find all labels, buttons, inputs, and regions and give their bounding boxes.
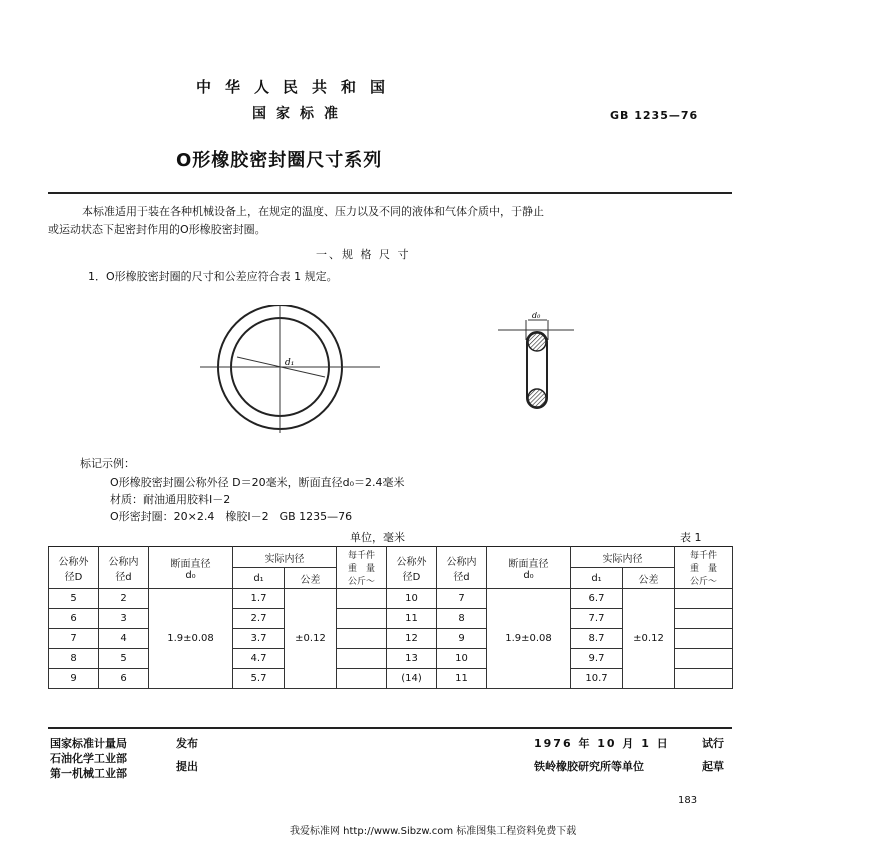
- header-country: 中华人民共和国: [196, 78, 400, 96]
- cell-d2: 11: [437, 669, 487, 689]
- footer-issue-verb: 发布: [176, 737, 198, 750]
- cell-D2: 10: [387, 589, 437, 609]
- cell-d2: 10: [437, 649, 487, 669]
- cell-weight-2: [675, 649, 733, 669]
- cell-D: 6: [49, 609, 99, 629]
- marking-label: 标记示例：: [80, 457, 135, 470]
- marking-line-1: O形橡胶密封圈公称外径 D＝20毫米，断面直径d₀＝2.4毫米: [110, 476, 405, 489]
- cell-d: 6: [99, 669, 149, 689]
- cell-section-left: 1.9±0.08: [149, 589, 233, 689]
- cell-weight: [337, 649, 387, 669]
- marking-line-3: O形密封圈：20×2.4 橡胶Ⅰ－2 GB 1235—76: [110, 510, 353, 523]
- cell-D: 8: [49, 649, 99, 669]
- cell-d1: 2.7: [233, 609, 285, 629]
- cell-d1: 5.7: [233, 669, 285, 689]
- th-outer-dia-right: 公称外 径D: [387, 547, 437, 589]
- cell-d1b: 8.7: [571, 629, 623, 649]
- cell-d: 4: [99, 629, 149, 649]
- th-tolerance-right: 公差: [623, 568, 675, 589]
- page-number: 183: [678, 795, 698, 806]
- th-inner-dia-right: 公称内 径d: [437, 547, 487, 589]
- cell-weight: [337, 589, 387, 609]
- cell-d1b: 10.7: [571, 669, 623, 689]
- cell-D2: 13: [387, 649, 437, 669]
- footer-issuer: 国家标准计量局: [50, 737, 127, 750]
- cell-d1: 3.7: [233, 629, 285, 649]
- th-weight-left: 每千件 重 量 公斤～: [337, 547, 387, 589]
- label-d1: d₁: [285, 358, 295, 368]
- label-d0: d₀: [532, 312, 541, 320]
- title-rule: [48, 192, 732, 194]
- th-outer-dia-left: 公称外 径D: [49, 547, 99, 589]
- th-actual-inner-left: 实际内径: [233, 547, 337, 568]
- cell-weight-2: [675, 589, 733, 609]
- cell-d: 3: [99, 609, 149, 629]
- cell-tolerance-right: ±0.12: [623, 589, 675, 689]
- th-d1-right: d₁: [571, 568, 623, 589]
- o-ring-section-figure: [498, 312, 582, 412]
- table-name: 表 1: [680, 531, 702, 544]
- cell-weight: [337, 669, 387, 689]
- cell-d1: 1.7: [233, 589, 285, 609]
- footer-trial: 试行: [702, 737, 724, 750]
- cell-D: 7: [49, 629, 99, 649]
- cell-d1b: 7.7: [571, 609, 623, 629]
- section-bottom-hatch: [528, 389, 546, 407]
- cell-weight: [337, 609, 387, 629]
- header-code: GB 1235—76: [610, 109, 699, 122]
- footer-proposer-1: 石油化学工业部: [50, 752, 127, 765]
- th-tolerance-left: 公差: [285, 568, 337, 589]
- section-top-hatch: [528, 333, 546, 351]
- cell-d1b: 9.7: [571, 649, 623, 669]
- cell-D2: 11: [387, 609, 437, 629]
- table-row: [49, 589, 733, 609]
- section-heading: 一、规 格 尺 寸: [316, 248, 411, 261]
- footer-date: 1976 年 10 月 1 日: [534, 737, 670, 750]
- th-section-dia-right: 断面直径 d₀: [487, 547, 571, 589]
- cell-d: 5: [99, 649, 149, 669]
- cell-d2: 8: [437, 609, 487, 629]
- cell-weight-2: [675, 669, 733, 689]
- footer-drafter: 铁岭橡胶研究所等单位: [534, 760, 644, 773]
- cell-d2: 7: [437, 589, 487, 609]
- cell-D: 9: [49, 669, 99, 689]
- footer-propose-verb: 提出: [176, 760, 198, 773]
- header-standard-type: 国家标准: [252, 106, 348, 122]
- size-table: [48, 546, 733, 689]
- cell-d2: 9: [437, 629, 487, 649]
- th-actual-inner-right: 实际内径: [571, 547, 675, 568]
- clause-1: 1．O形橡胶密封圈的尺寸和公差应符合表 1 规定。: [88, 270, 338, 283]
- th-inner-dia-left: 公称内 径d: [99, 547, 149, 589]
- table-unit: 单位，毫米: [350, 531, 405, 544]
- footer-draft-verb: 起草: [702, 760, 724, 773]
- cell-tolerance-left: ±0.12: [285, 589, 337, 689]
- footer-proposer-2: 第一机械工业部: [50, 767, 127, 780]
- intro-line-2: 或运动状态下起密封作用的O形橡胶密封圈。: [48, 223, 266, 236]
- watermark: 我爱标准网 http://www.Sibzw.com 标准图集工程资料免费下载: [290, 826, 577, 837]
- th-section-dia-left: 断面直径 d₀: [149, 547, 233, 589]
- cell-weight: [337, 629, 387, 649]
- cell-D2: (14): [387, 669, 437, 689]
- cell-D: 5: [49, 589, 99, 609]
- intro-line-1: 本标准适用于装在各种机械设备上，在规定的温度、压力以及不同的液体和气体介质中，于静止: [82, 205, 544, 218]
- marking-line-2: 材质：耐油通用胶料Ⅰ－2: [110, 493, 231, 506]
- cell-weight-2: [675, 609, 733, 629]
- cell-D2: 12: [387, 629, 437, 649]
- cell-d: 2: [99, 589, 149, 609]
- th-d1-left: d₁: [233, 568, 285, 589]
- cell-weight-2: [675, 629, 733, 649]
- th-weight-right: 每千件 重 量 公斤～: [675, 547, 733, 589]
- document-title: O形橡胶密封圈尺寸系列: [176, 150, 383, 171]
- cell-section-right: 1.9±0.08: [487, 589, 571, 689]
- cell-d1b: 6.7: [571, 589, 623, 609]
- cell-d1: 4.7: [233, 649, 285, 669]
- footer-rule: [48, 727, 732, 729]
- o-ring-plan-figure: [195, 305, 395, 435]
